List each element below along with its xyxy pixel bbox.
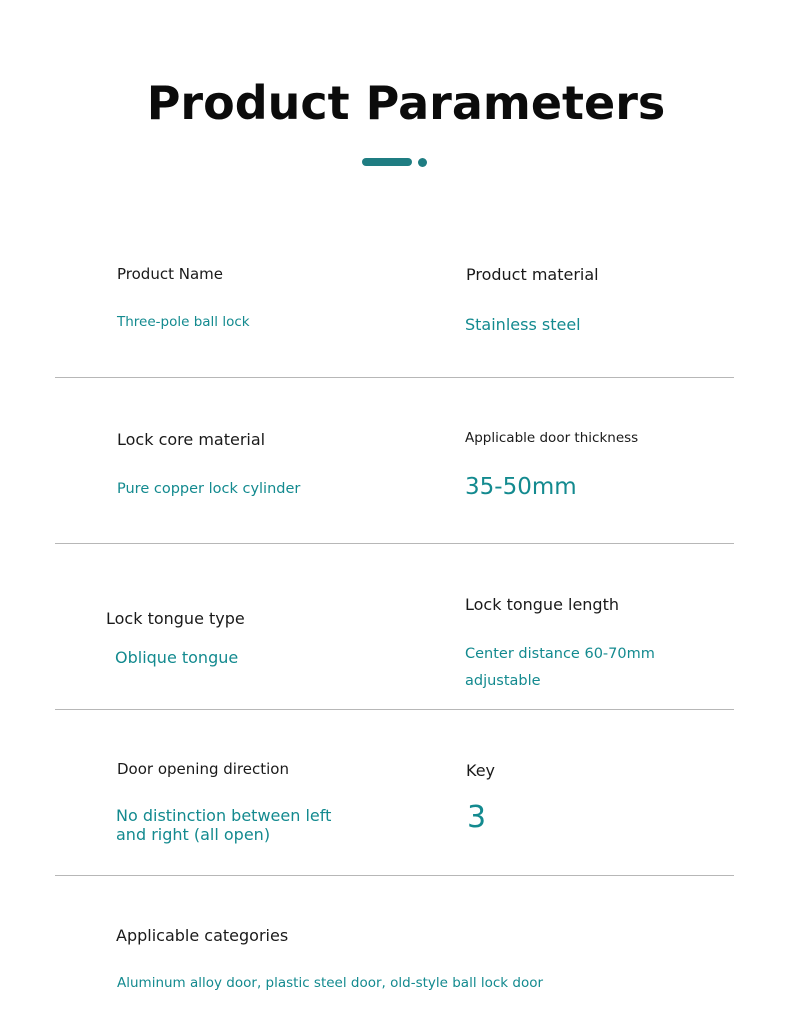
param-label-key: Key [466, 761, 496, 780]
param-value-door-opening-direction: No distinction between left and right (all open) [116, 806, 332, 844]
param-value-applicable-categories: Aluminum alloy door, plastic steel door, old-style ball lock door [117, 975, 544, 991]
row-divider [55, 543, 734, 544]
param-label-product-name: Product Name [117, 265, 223, 283]
param-label-door-opening-direction: Door opening direction [117, 760, 289, 778]
param-value-product-material: Stainless steel [465, 315, 581, 334]
page-title: Product Parameters [146, 76, 666, 130]
param-label-door-thickness: Applicable door thickness [465, 430, 639, 446]
param-label-lock-core-material: Lock core material [117, 430, 266, 449]
param-label-product-material: Product material [466, 265, 599, 284]
param-value-key: 3 [467, 800, 487, 835]
param-value-product-name: Three-pole ball lock [117, 314, 250, 330]
param-value-lock-tongue-length: Center distance 60-70mm adjustable [465, 646, 655, 689]
row-divider [55, 709, 734, 710]
param-label-lock-tongue-length: Lock tongue length [465, 595, 619, 614]
param-value-door-thickness: 35-50mm [465, 474, 577, 500]
title-underline-dot [418, 158, 427, 167]
param-value-lock-core-material: Pure copper lock cylinder [117, 481, 301, 497]
row-divider [55, 377, 734, 378]
param-label-applicable-categories: Applicable categories [116, 926, 289, 945]
title-underline-bar [362, 158, 412, 166]
row-divider [55, 875, 734, 876]
param-label-lock-tongue-type: Lock tongue type [106, 609, 245, 628]
param-value-lock-tongue-type: Oblique tongue [115, 648, 239, 667]
